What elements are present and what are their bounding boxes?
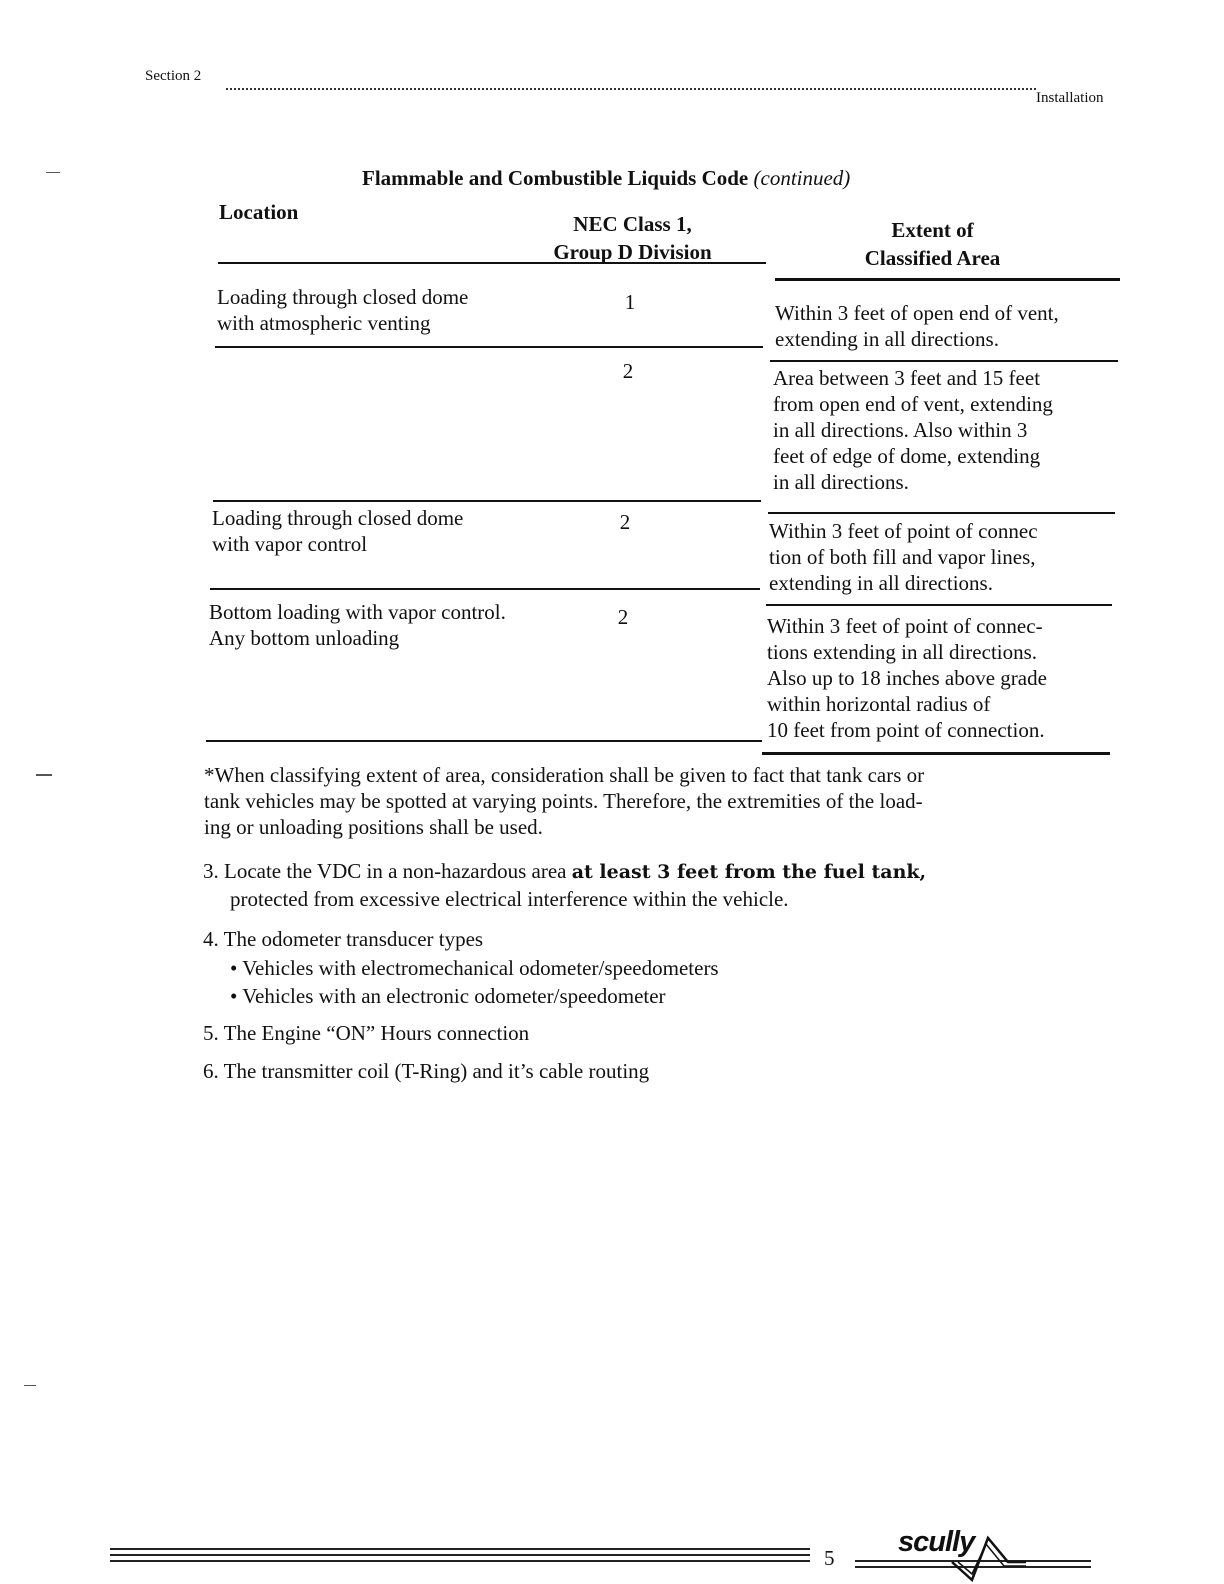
list-item-3-continued: protected from excessive electrical interference within the vehicle.: [230, 887, 789, 911]
footer-rule: [110, 1548, 810, 1550]
chapter-label: Installation: [1036, 90, 1104, 106]
list-item-3: 3. Locate the VDC in a non-hazardous area at least 3 feet from the fuel tank,: [203, 859, 927, 883]
table-rule: [215, 346, 763, 348]
table-title: Flammable and Combustible Liquids Code (continued): [362, 166, 851, 190]
table-row-1-extent: Within 3 feet of open end of vent, extending in all directions.: [775, 301, 1059, 351]
page-number: 5: [824, 1546, 835, 1570]
table-row-4-division: 2: [617, 605, 629, 629]
table-rule: [768, 512, 1115, 514]
table-row-4-extent: Within 3 feet of point of connec- tions extending in all directions. Also up to 18 inches above grade within horizontal radius of 10 feet from point of connection.: [767, 614, 1047, 742]
margin-mark: [24, 1385, 36, 1386]
footer-rule: [110, 1554, 810, 1556]
table-title-suffix: (continued): [753, 166, 851, 190]
table-row-2-division: 2: [622, 359, 634, 383]
section-label: Section 2: [145, 68, 202, 84]
table-rule: [218, 262, 766, 264]
header-leader-dots: [226, 88, 1036, 90]
table-rule: [766, 604, 1112, 606]
column-header-location: Location: [219, 200, 299, 224]
table-rule: [775, 278, 1120, 281]
list-item-6: 6. The transmitter coil (T-Ring) and it’s cable routing: [203, 1059, 650, 1083]
list-item-4-sub-1: • Vehicles with electromechanical odometer/speedometers: [230, 956, 719, 980]
table-rule: [213, 500, 761, 502]
margin-mark: [36, 774, 52, 776]
table-footnote: *When classifying extent of area, consideration shall be given to fact that tank cars or tank vehicles may be spotted at varying points. Therefore, the extremities of the load- ing or unloading positions shall be used.: [204, 763, 925, 839]
table-rule: [770, 360, 1118, 362]
table-rule: [762, 752, 1110, 755]
footer-rule: [110, 1560, 810, 1562]
table-row-1-location: Loading through closed dome with atmospheric venting: [217, 285, 469, 335]
table-rule: [210, 588, 760, 590]
list-item-4-sub-2: • Vehicles with an electronic odometer/speedometer: [230, 984, 666, 1008]
list-item-4: 4. The odometer transducer types: [203, 927, 484, 951]
margin-mark: [46, 172, 60, 173]
table-rule: [206, 740, 762, 742]
scully-logo: scully: [898, 1526, 975, 1558]
scully-logo-mark-icon: [950, 1532, 1030, 1584]
table-row-2-extent: Area between 3 feet and 15 feet from open end of vent, extending in all directions. Also within 3 feet of edge of dome, extending in all directions.: [773, 366, 1053, 494]
table-row-4-location: Bottom loading with vapor control. Any bottom unloading: [209, 600, 506, 650]
table-row-3-division: 2: [619, 510, 631, 534]
column-header-extent: Extent of Classified Area: [864, 218, 1001, 270]
column-header-division: NEC Class 1, Group D Division: [553, 212, 712, 264]
list-item-3-emphasis: at least 3 feet from the fuel tank,: [571, 861, 927, 883]
table-row-3-extent: Within 3 feet of point of connec tion of both fill and vapor lines, extending in all directions.: [769, 519, 1038, 595]
table-row-1-division: 1: [624, 290, 636, 314]
list-item-5: 5. The Engine “ON” Hours connection: [203, 1021, 530, 1045]
table-row-3-location: Loading through closed dome with vapor control: [212, 506, 464, 556]
